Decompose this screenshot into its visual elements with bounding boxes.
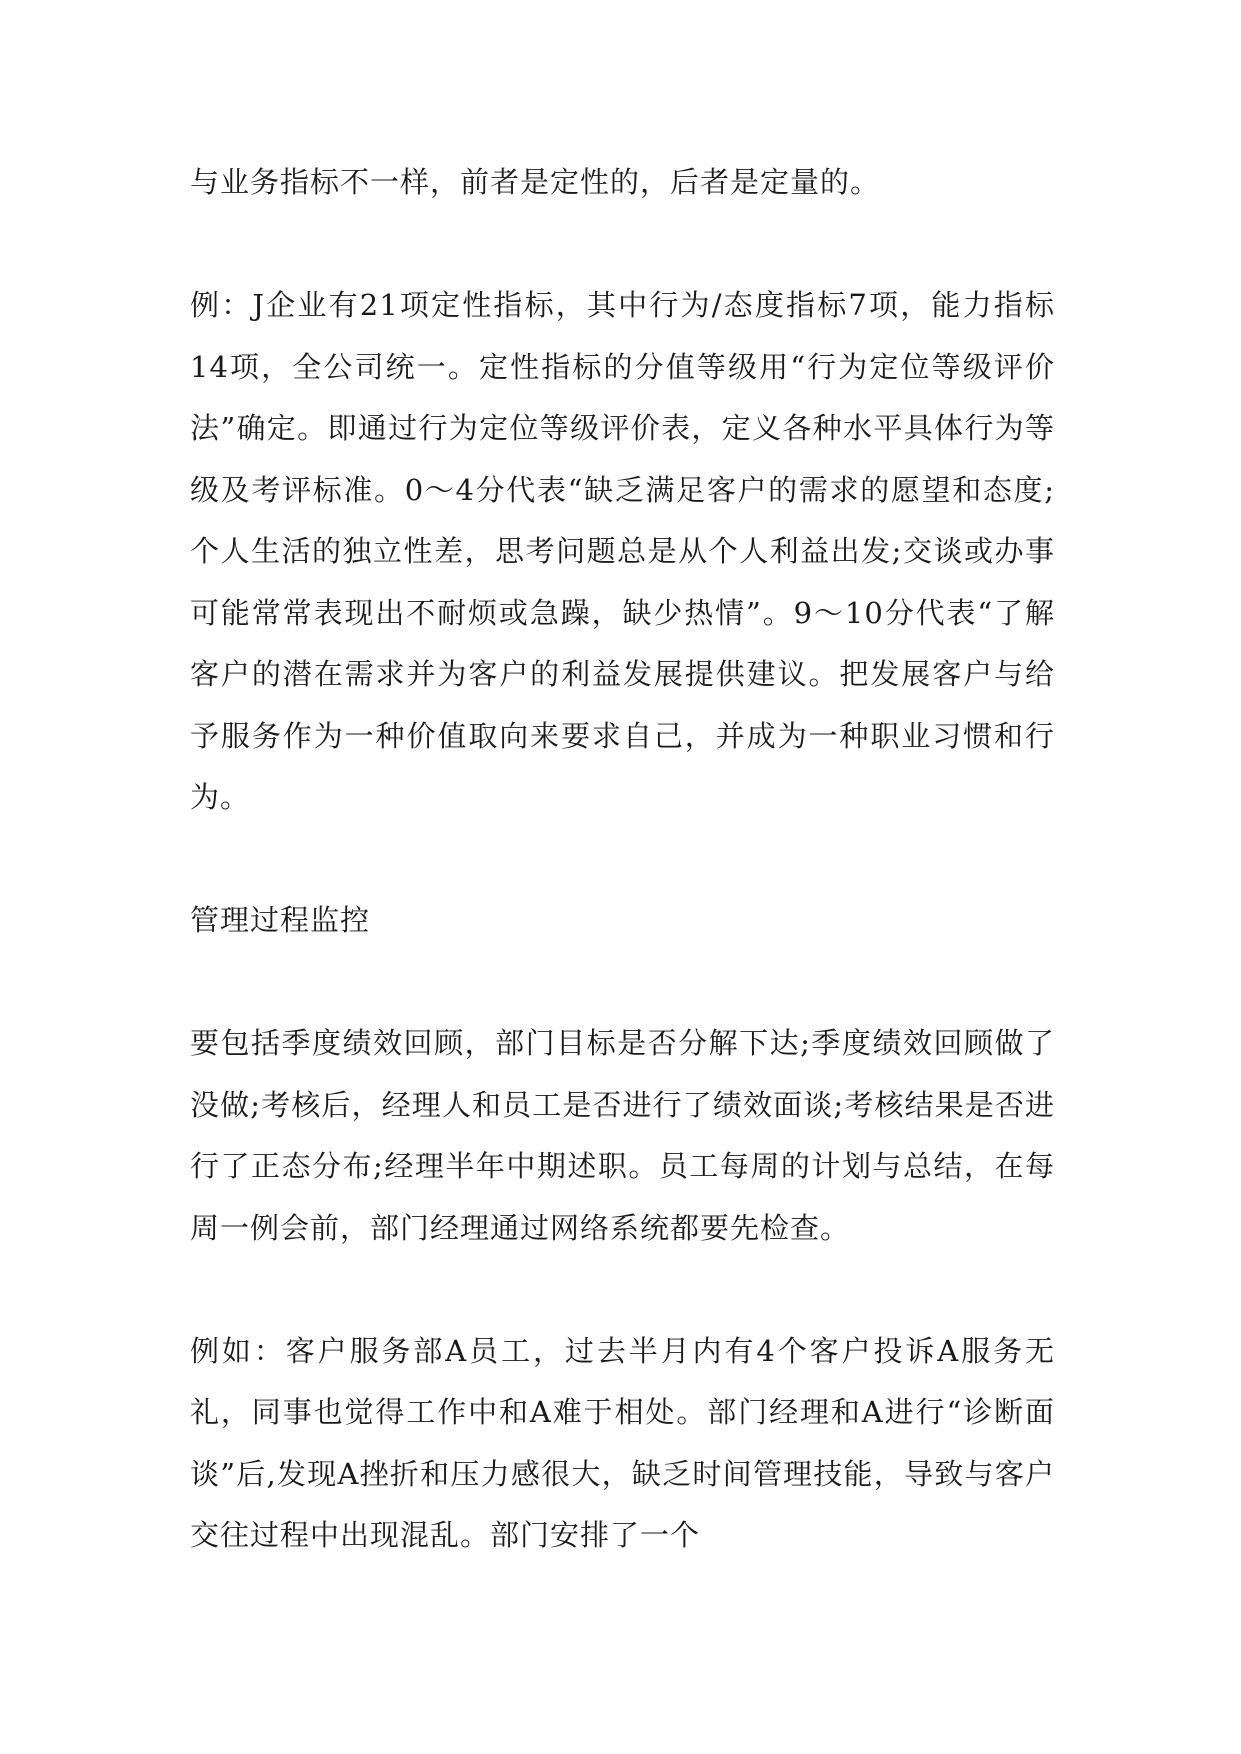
paragraph-monitoring: 要包括季度绩效回顾，部门目标是否分解下达;季度绩效回顾做了没做;考核后，经理人和员工是否进行了绩效面谈;考核结果是否进行了正态分布;经理半年中期述职。员工每周的计划与总结，在每周一例会前，部门经理通过网络系统都要先检查。: [190, 1026, 1055, 1245]
paragraph-example-qualitative: 例：J企业有21项定性指标，其中行为/态度指标7项，能力指标14项，全公司统一。定性指标的分值等级用“行为定位等级评价法”确定。即通过行为定位等级评价表，定义各种水平具体行为等级及考评标准。0～4分代表“缺乏满足客户的需求的愿望和态度;个人生活的独立性差，思考问题总是从个人利益出发;交谈或办事可能常常表现出不耐烦或急躁，缺少热情”。9～10分代表“了解客户的潜在需求并为客户的利益发展提供建议。把发展客户与给予服务作为一种价值取向来要求自己，并成为一种职业习惯和行为。: [190, 288, 1055, 814]
section-heading: 管理过程监控: [190, 903, 371, 937]
paragraph-intro: 与业务指标不一样，前者是定性的，后者是定量的。: [190, 165, 881, 199]
document-body: [190, 152, 1055, 1567]
paragraph-example-service: 例如：客户服务部A员工，过去半月内有4个客户投诉A服务无礼，同事也觉得工作中和A难于相处。部门经理和A进行“诊断面谈”后,发现A挫折和压力感很大，缺乏时间管理技能，导致与客户交往过程中出现混乱。部门安排了一个: [190, 1333, 1055, 1552]
